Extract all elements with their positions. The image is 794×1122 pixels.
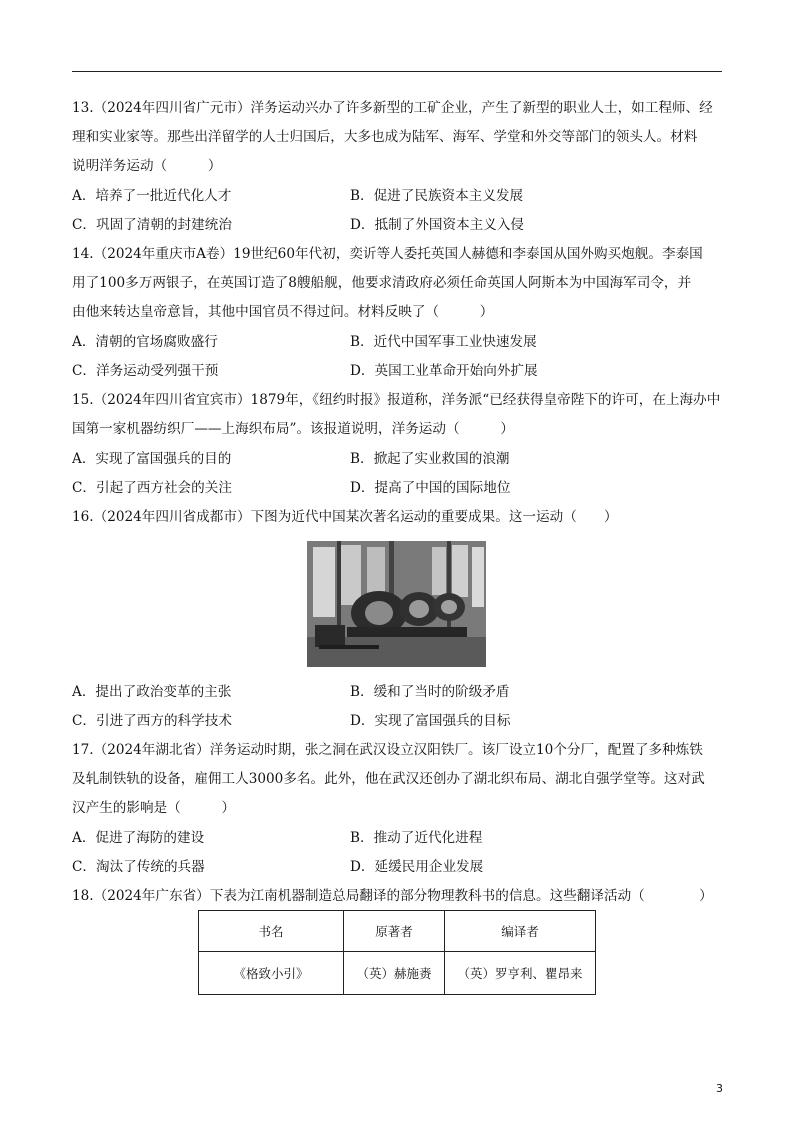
q18-line-1: 18.（2024年广东省）下表为江南机器制造总局翻译的部分物理教科书的信息。这些翻译活动（ ） — [72, 888, 713, 904]
q14-option-a: A．清朝的官场腐败盛行 — [72, 334, 218, 350]
factory-machinery-photo — [307, 541, 486, 667]
q16-option-a: A．提出了政治变革的主张 — [72, 684, 232, 700]
page-number: 3 — [716, 1082, 723, 1095]
table-cell-book-title: 《格致小引》 — [199, 952, 344, 995]
table-cell-original-author: （英）赫施赉 — [344, 952, 445, 995]
q15-option-a: A．实现了富国强兵的目的 — [72, 451, 232, 467]
q17-option-a: A．促进了海防的建设 — [72, 830, 205, 846]
q14-line-2: 用了100多万两银子，在英国订造了8艘船舰，他要求清政府必须任命英国人阿斯本为中国海军司令，并 — [72, 275, 692, 291]
q13-option-b: B．促进了民族资本主义发展 — [350, 188, 524, 204]
textbook-table — [198, 910, 596, 995]
q17-line-1: 17.（2024年湖北省）洋务运动时期，张之洞在武汉设立汉阳铁厂。该厂设立10个分厂，配置了多种炼铁 — [72, 742, 703, 758]
q13-line-3: 说明洋务运动（ ） — [72, 158, 222, 174]
q13-option-d: D．抵制了外国资本主义入侵 — [350, 217, 525, 233]
table-header-book-title: 书名 — [199, 911, 344, 952]
q13-line-2: 理和实业家等。那些出洋留学的人士归国后，大多也成为陆军、海军、学堂和外交等部门的领头人。材料 — [72, 129, 698, 145]
q14-line-1: 14.（2024年重庆市A卷）19世纪60年代初，奕䜣等人委托英国人赫德和李泰国从国外购买炮舰。李泰国 — [72, 246, 703, 262]
q17-option-c: C．淘汰了传统的兵器 — [72, 859, 205, 875]
table-row — [199, 952, 596, 995]
q13-option-a: A．培养了一批近代化人才 — [72, 188, 232, 204]
q13-option-c: C．巩固了清朝的封建统治 — [72, 217, 232, 233]
q17-option-d: D．延缓民用企业发展 — [350, 859, 484, 875]
q14-line-3: 由他来转达皇帝意旨，其他中国官员不得过问。材料反映了（ ） — [72, 304, 494, 320]
q15-option-d: D．提高了中国的国际地位 — [350, 480, 511, 496]
q15-line-1: 15.（2024年四川省宜宾市）1879年，《纽约时报》报道称，洋务派“已经获得皇帝陛下的许可，在上海办中 — [72, 392, 721, 408]
q15-option-b: B．掀起了实业救国的浪潮 — [350, 451, 510, 467]
q17-option-b: B．推动了近代化进程 — [350, 830, 483, 846]
q15-line-2: 国第一家机器纺织厂——上海织布局”。该报道说明，洋务运动（ ） — [72, 421, 514, 437]
q17-line-3: 汉产生的影响是（ ） — [72, 800, 236, 816]
table-header-row — [199, 911, 596, 952]
q16-option-d: D．实现了富国强兵的目标 — [350, 713, 511, 729]
q17-line-2: 及轧制铁轨的设备，雇佣工人3000多名。此外，他在武汉还创办了湖北织布局、湖北自强学堂等。这对武 — [72, 771, 705, 787]
q16-line-1: 16.（2024年四川省成都市）下图为近代中国某次著名运动的重要成果。这一运动（ ） — [72, 509, 618, 525]
q16-option-c: C．引进了西方的科学技术 — [72, 713, 232, 729]
table-header-original-author: 原著者 — [344, 911, 445, 952]
q14-option-d: D．英国工业革命开始向外扩展 — [350, 363, 538, 379]
header-rule — [72, 71, 722, 72]
q16-option-b: B．缓和了当时的阶级矛盾 — [350, 684, 510, 700]
table-cell-translator: （英）罗亨利、瞿昂来 — [445, 952, 596, 995]
q14-option-c: C．洋务运动受列强干预 — [72, 363, 219, 379]
q15-option-c: C．引起了西方社会的关注 — [72, 480, 232, 496]
q13-line-1: 13.（2024年四川省广元市）洋务运动兴办了许多新型的工矿企业，产生了新型的职业人士，如工程师、经 — [72, 100, 713, 116]
table-header-translator: 编译者 — [445, 911, 596, 952]
q14-option-b: B．近代中国军事工业快速发展 — [350, 334, 537, 350]
